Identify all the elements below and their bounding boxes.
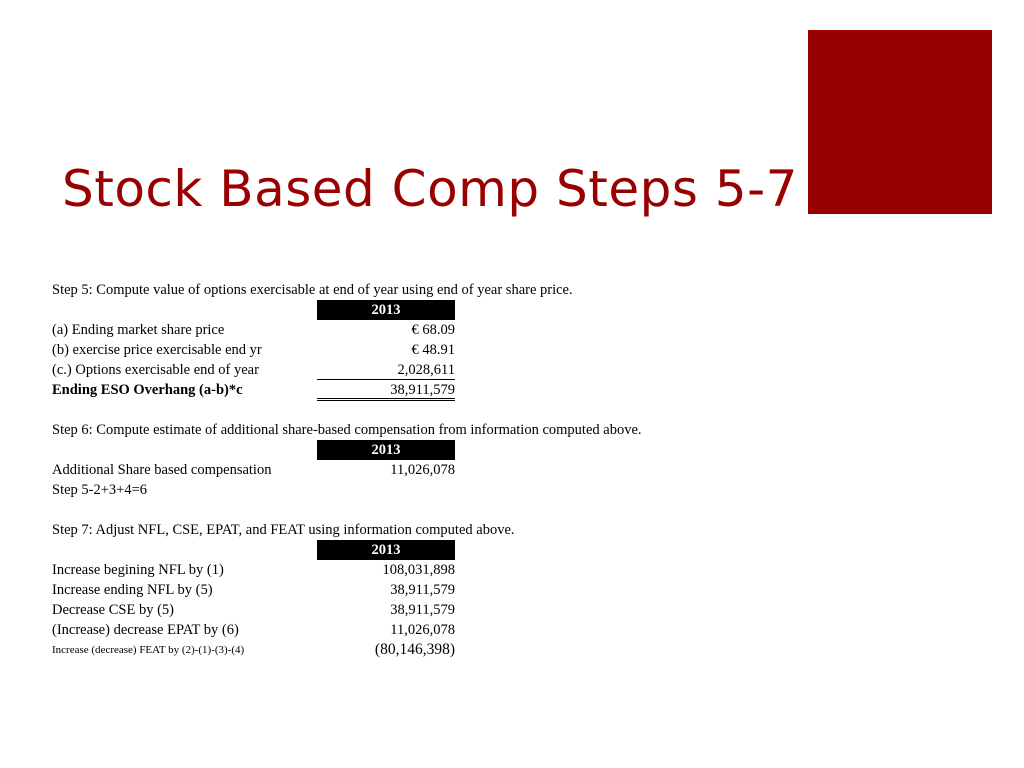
step6-year-header: 2013 [317,440,455,460]
row-value: € 48.91 [411,342,455,358]
row-label: Decrease CSE by (5) [52,602,174,618]
accent-block [808,30,992,214]
step7-row-4 [52,620,752,640]
row-value: 38,911,579 [317,380,455,401]
row-value: 108,031,898 [382,562,455,578]
step7-row-5 [52,640,752,660]
step7-heading-row [52,520,752,540]
row-label: Increase (decrease) FEAT by (2)-(1)-(3)-(4) [52,644,245,656]
row-label: (b) exercise price exercisable end yr [52,342,262,358]
spacer [52,500,752,520]
row-label: (c.) Options exercisable end of year [52,362,259,378]
row-value: 11,026,078 [390,622,455,638]
step6-heading: Step 6: Compute estimate of additional share-based compensation from information computed above. [52,422,642,438]
step6-heading-row [52,420,752,440]
spacer [52,400,752,420]
row-label: Ending ESO Overhang (a-b)*c [52,382,243,398]
step7-row-2 [52,580,752,600]
row-label: (Increase) decrease EPAT by (6) [52,622,239,638]
step5-header-row [52,300,752,320]
row-label: Step 5-2+3+4=6 [52,482,148,498]
row-value: 2,028,611 [317,360,455,380]
step5-row-a [52,320,752,340]
step5-row-b [52,340,752,360]
row-label: (a) Ending market share price [52,322,225,338]
row-value: 38,911,579 [390,602,455,618]
step5-row-total [52,380,752,400]
step7-year-header: 2013 [317,540,455,560]
slide-content [52,280,752,660]
row-value: 38,911,579 [390,582,455,598]
step5-row-c [52,360,752,380]
row-label: Increase begining NFL by (1) [52,562,224,578]
step6-row-1 [52,460,752,480]
step6-header-row [52,440,752,460]
step6-row-2 [52,480,752,500]
step7-header-row [52,540,752,560]
row-value: (80,146,398) [374,641,455,658]
step5-heading: Step 5: Compute value of options exercisable at end of year using end of year share price. [52,282,573,298]
step5-year-header: 2013 [317,300,455,320]
row-label: Additional Share based compensation [52,462,272,478]
row-label: Increase ending NFL by (5) [52,582,213,598]
step7-heading: Step 7: Adjust NFL, CSE, EPAT, and FEAT using information computed above. [52,522,515,538]
step5-heading-row [52,280,752,300]
row-value: 11,026,078 [390,462,455,478]
step7-row-1 [52,560,752,580]
slide-title: Stock Based Comp Steps 5-7 [62,160,798,218]
row-value: € 68.09 [411,322,455,338]
step7-row-3 [52,600,752,620]
